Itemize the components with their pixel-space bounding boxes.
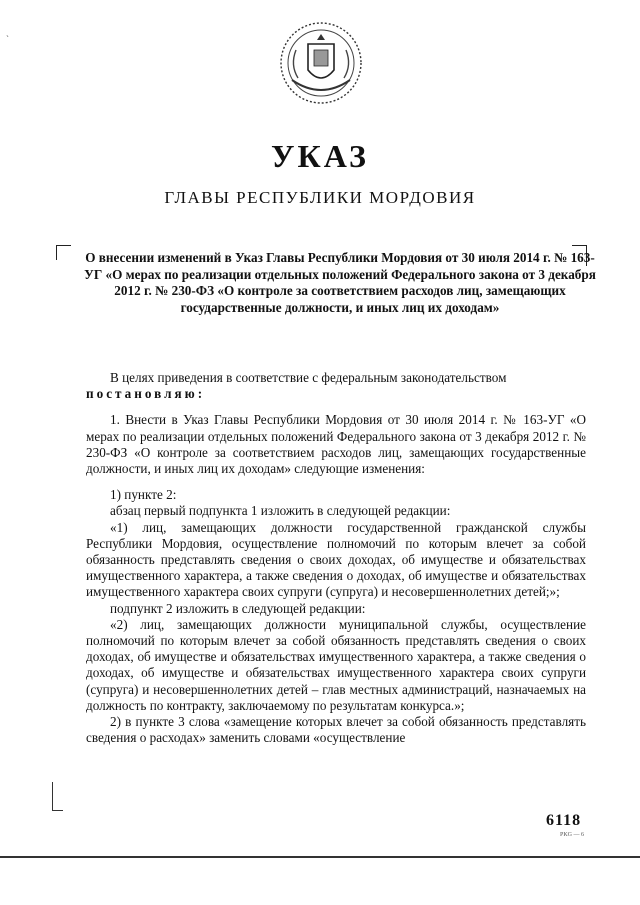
- decree-word: постановляю:: [86, 386, 206, 402]
- paragraph-7: 2) в пункте 3 слова «замещение которых влечет за собой обязанность представлять сведения о расходах» заменить словами «осуществление: [86, 714, 586, 746]
- decree-heading: О внесении изменений в Указ Главы Республики Мордовия от 30 июля 2014 г. № 163-УГ «О мерах по реализации отдельных положений Федерального закона от 3 декабря 2012 г. № 230-ФЗ «О контроле за соответствием расходов лиц, замещающих государственные должности, и иных лиц их доходам»: [84, 250, 596, 315]
- footer-rule: [0, 856, 640, 858]
- paragraph-2: 1) пункте 2:: [110, 487, 177, 503]
- paragraph-3: абзац первый подпункта 1 изложить в следующей редакции:: [110, 503, 451, 519]
- document-title: УКАЗ: [271, 138, 369, 174]
- margin-bracket-mark: [52, 782, 63, 811]
- scan-mark: `: [6, 34, 9, 44]
- small-stamp-mark: PKG — 6: [560, 832, 585, 838]
- paragraph-6: «2) лиц, замещающих должности муниципальной службы, осуществление полномочий по которым влечет за собой обязанность представлять сведения о своих доходах, об имуществе и обязательствах имущественного характера, а также сведения о доходах, об имуществе и обязательствах имущественного характера своих супруги (супруга) и несовершеннолетних детей – глав местных администраций, назначаемых на должность по контракту, заключаемому по результатам конкурса.»;: [86, 616, 586, 713]
- page-number: 6118: [546, 812, 582, 829]
- document-subtitle: ГЛАВЫ РЕСПУБЛИКИ МОРДОВИЯ: [164, 188, 476, 207]
- coat-of-arms-emblem: [278, 20, 364, 106]
- paragraph-5: подпункт 2 изложить в следующей редакции:: [110, 600, 366, 616]
- paragraph-4: «1) лиц, замещающих должности государственной гражданской службы Республики Мордовия, осуществление полномочий по которым влечет за собой обязанность представлять сведения о своих доходах, об имуществе и обязательствах имущественного характера, а также сведения о доходах, об имуществе и обязательствах имущественного характера своих супруги (супруга) и несовершеннолетних детей;»;: [86, 519, 586, 600]
- heading-bracket-left: [56, 245, 71, 260]
- document-body: [86, 370, 586, 746]
- paragraph-1: 1. Внести в Указ Главы Республики Мордовия от 30 июля 2014 г. № 163-УГ «О мерах по реализации отдельных положений Федерального закона от 3 декабря 2012 г. № 230-ФЗ «О контроле за соответствием расходов лиц, замещающих государственные должности, и иных лиц их доходам» следующие изменения:: [86, 412, 586, 477]
- preamble: В целях приведения в соответствие с федеральным законодательством: [110, 370, 507, 385]
